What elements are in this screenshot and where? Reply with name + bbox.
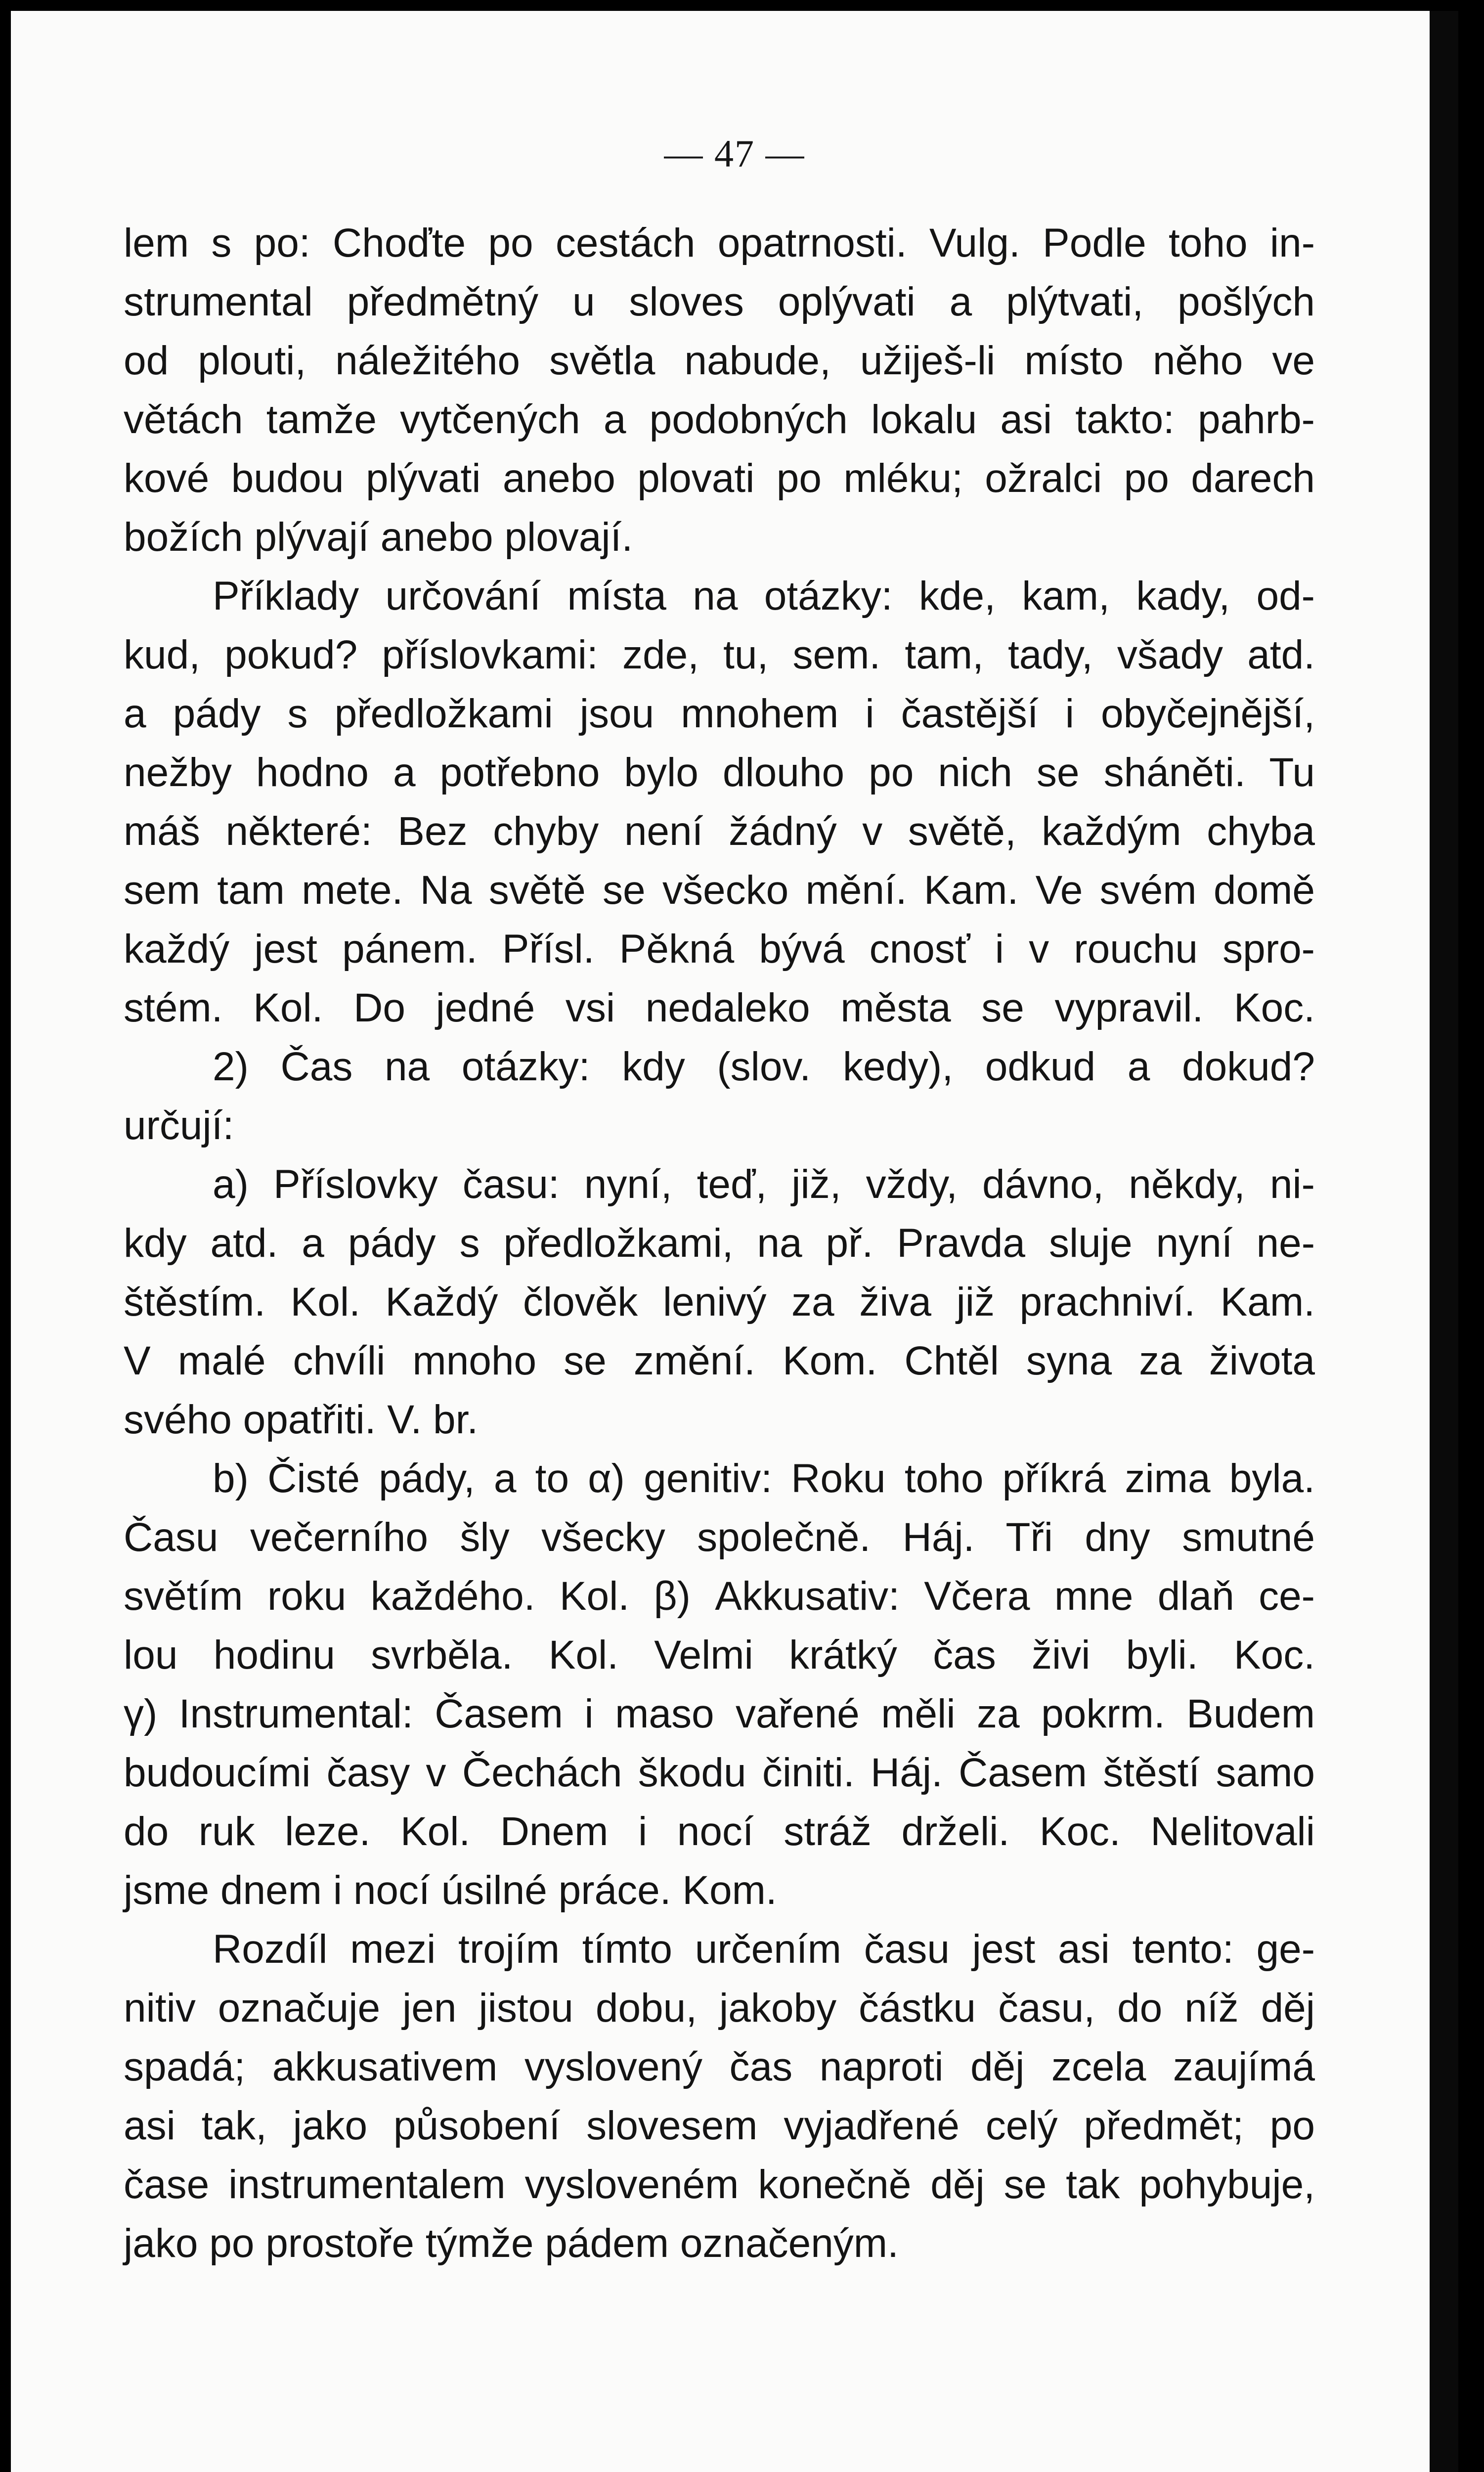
text-line: každý jest pánem. Přísl. Pěkná bývá cnosť i v rouchu spro- <box>124 927 1315 971</box>
text-line: do ruk leze. Kol. Dnem i nocí stráž drželi. Koc. Nelitovali <box>124 1809 1315 1854</box>
text-line: 2) Čas na otázky: kdy (slov. kedy), odkud a dokud? <box>213 1044 1315 1089</box>
text-line: a) Příslovky času: nyní, teď, již, vždy, dávno, někdy, ni- <box>213 1162 1315 1207</box>
body-text <box>124 214 1315 2273</box>
text-line: Příklady určování místa na otázky: kde, kam, kady, od- <box>213 574 1315 618</box>
text-line: V malé chvíli mnoho se změní. Kom. Chtěl syna za života <box>124 1338 1315 1383</box>
text-line: kdy atd. a pády s předložkami, na př. Pravda sluje nyní ne- <box>124 1221 1315 1266</box>
text-line: nitiv označuje jen jistou dobu, jakoby částku času, do níž děj <box>124 1986 1315 2031</box>
text-line: nežby hodno a potřebno bylo dlouho po nich se sháněti. Tu <box>124 750 1315 795</box>
text-line: sem tam mete. Na světě se všecko mění. Kam. Ve svém domě <box>124 868 1315 913</box>
text-line: větách tamže vytčených a podobných lokalu asi takto: pahrb- <box>124 397 1315 442</box>
text-line: jako po prostoře týmže pádem označeným. <box>124 2221 899 2266</box>
text-line: lou hodinu svrběla. Kol. Velmi krátký čas živi byli. Koc. <box>124 1633 1315 1677</box>
text-line: od plouti, náležitého světla nabude, užiješ-li místo něho ve <box>124 338 1315 383</box>
text-line: strumental předmětný u sloves oplývati a plýtvati, pošlých <box>124 279 1315 324</box>
text-line: lem s po: Choďte po cestách opatrnosti. Vulg. Podle toho in- <box>124 221 1315 265</box>
text-line: stém. Kol. Do jedné vsi nedaleko města se vypravil. Koc. <box>124 985 1315 1030</box>
text-line: Času večerního šly všecky společně. Háj. Tři dny smutné <box>124 1515 1315 1560</box>
text-line: štěstím. Kol. Každý člověk lenivý za živa již prachniví. Kam. <box>124 1280 1315 1324</box>
page-edge-shadow <box>1430 11 1458 2472</box>
text-line: kové budou plývati anebo plovati po mléku; ožralci po darech <box>124 456 1315 501</box>
text-line: kud, pokud? příslovkami: zde, tu, sem. tam, tady, všady atd. <box>124 632 1315 677</box>
text-line: svého opatřiti. V. br. <box>124 1397 479 1442</box>
text-line: γ) Instrumental: Časem i maso vařené měli za pokrm. Budem <box>124 1691 1315 1736</box>
text-line: b) Čisté pády, a to α) genitiv: Roku toho příkrá zima byla. <box>213 1456 1315 1501</box>
text-line: Rozdíl mezi trojím tímto určením času jest asi tento: ge- <box>213 1927 1315 1972</box>
text-line: božích plývají anebo plovají. <box>124 515 633 560</box>
text-line: čase instrumentalem vysloveném konečně děj se tak pohybuje, <box>124 2162 1315 2207</box>
text-line: jsme dnem i nocí úsilné práce. Kom. <box>124 1868 777 1913</box>
book-page <box>11 11 1458 2472</box>
text-line: a pády s předložkami jsou mnohem i častější i obyčejnější, <box>124 691 1315 736</box>
text-line: asi tak, jako působení slovesem vyjadřené celý předmět; po <box>124 2103 1315 2148</box>
text-line: světím roku každého. Kol. β) Akkusativ: Včera mne dlaň ce- <box>124 1574 1315 1619</box>
text-line: budoucími časy v Čechách škodu činiti. Háj. Časem štěstí samo <box>124 1750 1315 1795</box>
page-number: — 47 — <box>664 132 805 175</box>
text-line: máš některé: Bez chyby není žádný v světě, každým chyba <box>124 809 1315 854</box>
text-line: určují: <box>124 1103 234 1148</box>
text-line: spadá; akkusativem vyslovený čas naproti děj zcela zaujímá <box>124 2044 1315 2089</box>
